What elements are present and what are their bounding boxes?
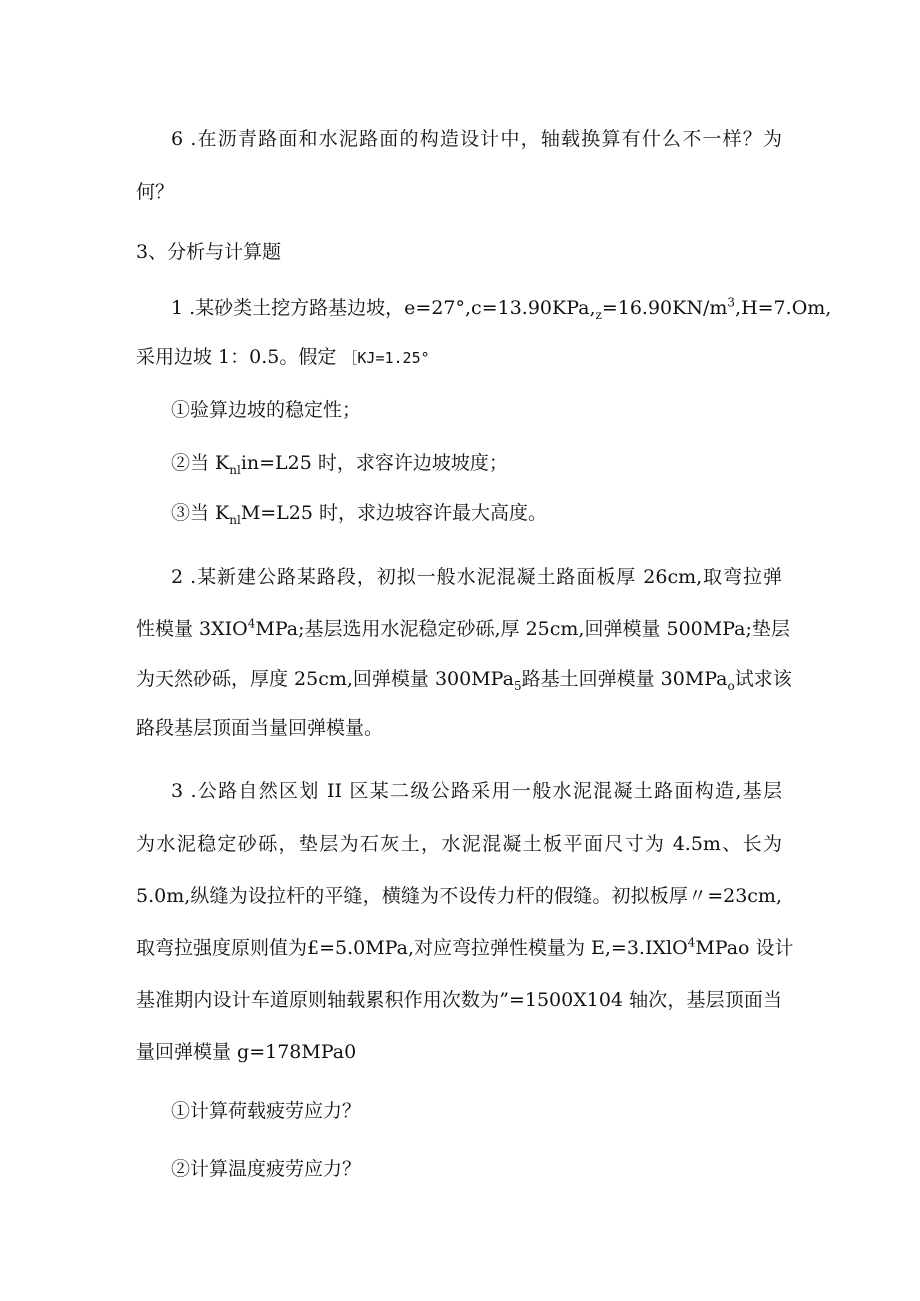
p1-sub-z: z <box>595 307 602 322</box>
p3-line-5: 基准期内设计车道原则轴载累积作用次数为”=1500X104 轴次，基层顶面当 <box>136 989 782 1011</box>
p1-sub-2 <box>171 451 508 475</box>
p3-sub-2: ②计算温度疲劳应力？ <box>171 1158 362 1180</box>
p2-text-2-lead <box>136 617 255 641</box>
p1-sub-2a: ②当 K <box>171 452 230 474</box>
p3-line-3: 5.0m,纵缝为设拉杆的平缝，横缝为不设传力杆的假缝。初拟板厚〃=23cm, <box>136 885 782 907</box>
p1-sub-2b: in=L25 时，求容许边坡坡度； <box>240 452 508 474</box>
p3-sub-1: ①计算荷载疲劳应力？ <box>171 1100 362 1122</box>
p2-sub-5: 5 <box>513 678 522 693</box>
p3-line-2: 为水泥稳定砂砾，垫层为石灰土，水泥混凝土板平面尺寸为 4.5m、长为 <box>136 833 782 855</box>
p1-text-2: 采用边坡 1：0.5。假定 <box>136 346 337 368</box>
p2-text-3-lead <box>136 667 522 691</box>
p2-line-1: 2 .某新建公路某路段，初拟一般水泥混凝土路面板厚 26cm,取弯拉弹 <box>171 566 782 588</box>
p1-text-1c: ,H=7.Om, <box>735 297 832 319</box>
p2-line-3 <box>136 667 792 693</box>
p2-text-2b: MPa;基层选用水泥稳定砂砾,厚 25cm,回弹模量 500MPa;垫层 <box>255 618 790 640</box>
p1-sub-3-subscript: nl <box>229 512 241 527</box>
p1-sub-2-subscript: nl <box>229 462 241 477</box>
p2-text-2a: 性模量 3XIO <box>136 618 248 640</box>
p2-line-2 <box>136 616 790 641</box>
p3-sup-4: 4 <box>687 935 696 950</box>
p1-sub-3 <box>171 501 547 525</box>
p1-sub-1: ①验算边坡的稳定性； <box>171 399 362 421</box>
p1-sup-3: 3 <box>727 295 736 310</box>
p2-text-3c: 试求该 <box>734 668 792 690</box>
p1-sub-3b: M=L25 时，求边坡容许最大高度。 <box>240 502 548 524</box>
p2-text-3a: 为天然砂砾，厚度 25cm,回弹模量 300MPa <box>136 668 514 690</box>
p1-text-1-rest <box>596 296 832 320</box>
p1-sub-3a: ③当 K <box>171 502 230 524</box>
p2-line-4: 路段基层顶面当量回弹模量。 <box>136 717 384 739</box>
p2-sub-o: o <box>727 678 735 693</box>
p3-line-1: 3 .公路自然区划 II 区某二级公路采用一般水泥混凝土路面构造,基层 <box>171 780 782 802</box>
p3-text-4a: 取弯拉强度原则值为£=5.0MPa,对应弯拉弹性模量为 E,=3.IXlO <box>136 937 688 959</box>
section-heading: 3、分析与计算题 <box>136 241 282 263</box>
p3-line-4 <box>136 935 794 960</box>
p3-text-4b: MPao 设计 <box>695 937 794 959</box>
q6-line-2: 何？ <box>136 181 175 203</box>
p3-line-6: 量回弹模量 g=178MPa0 <box>136 1041 357 1063</box>
p3-text-4-lead <box>136 936 695 960</box>
p2-text-3b: 路基土回弹模量 30MPa <box>521 668 728 690</box>
p2-sup-4: 4 <box>247 616 256 631</box>
p2-text-3-tail <box>522 667 735 691</box>
p1-text-1b: =16.90KN/m <box>601 297 728 319</box>
p1-text-1a: 1 .某砂类土挖方路基边坡，e=27°,c=13.90KPa, <box>171 297 596 319</box>
p1-line-1 <box>171 295 832 322</box>
p1-safety-factor: ［KJ=1.25° <box>342 349 430 367</box>
p1-line-2 <box>136 345 430 370</box>
q6-line-1: 6 .在沥青路面和水泥路面的构造设计中，轴载换算有什么不一样？为 <box>171 128 782 150</box>
